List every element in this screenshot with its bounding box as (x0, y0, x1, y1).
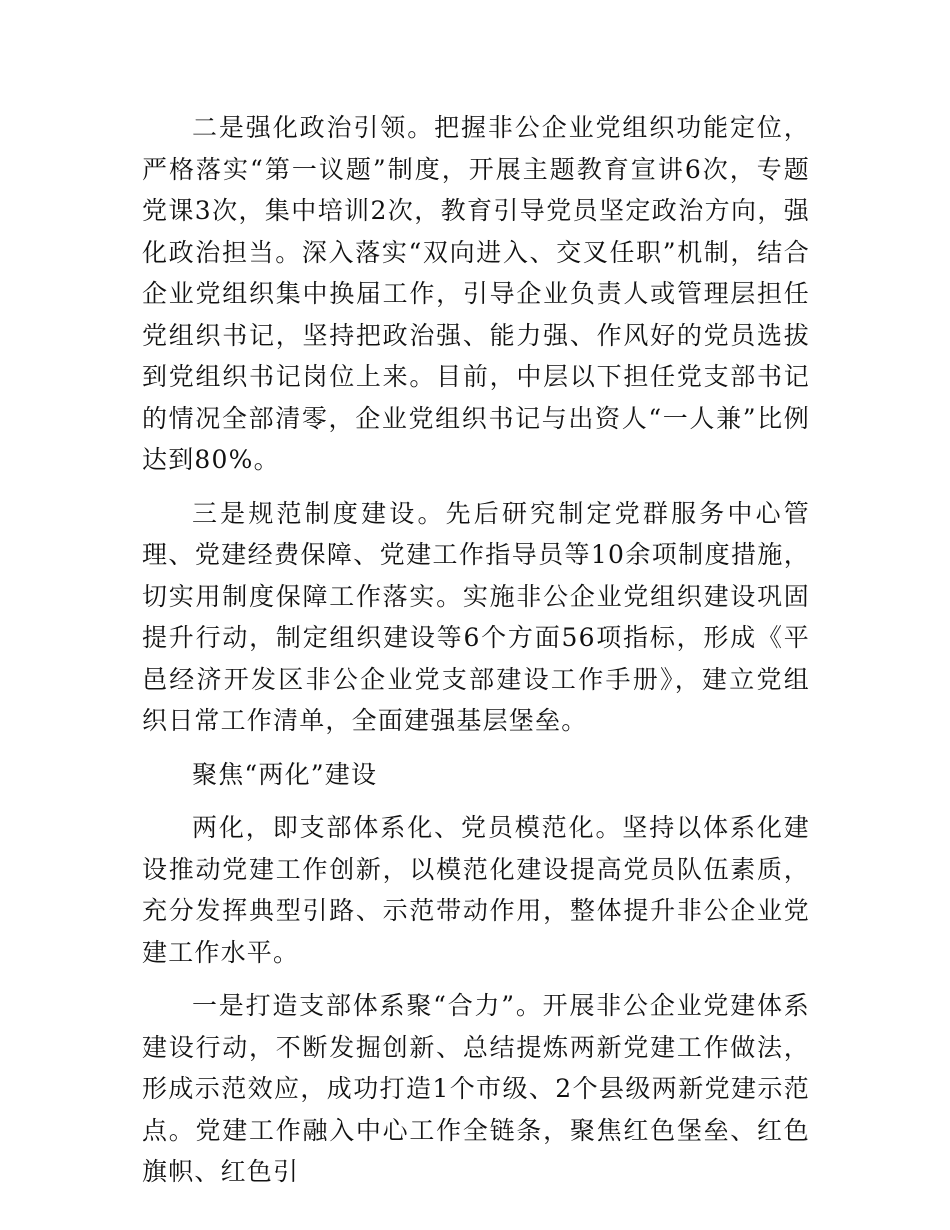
paragraph-branch-system: 一是打造支部体系聚“合力”。开展非公企业党建体系建设行动，不断发掘创新、总结提炼两新党建工作做法，形成示范效应，成功打造1个市级、2个县级两新党建示范点。党建工作融入中心工作全链条，聚焦红色堡垒、红色旗帜、红色引 (142, 991, 810, 1186)
paragraph-political-leadership: 二是强化政治引领。把握非公企业党组织功能定位，严格落实“第一议题”制度，开展主题教育宣讲6次，专题党课3次，集中培训2次，教育引导党员坚定政治方向，强化政治担当。深入落实“双向进入、交叉任职”机制，结合企业党组织集中换届工作，引导企业负责人或管理层担任党组织书记，坚持把政治强、能力强、作风好的党员选拔到党组织书记岗位上来。目前，中层以下担任党支部书记的情况全部清零，企业党组织书记与出资人“一人兼”比例达到80%。 (142, 113, 810, 474)
paragraph-two-modernizations-intro: 两化，即支部体系化、党员模范化。坚持以体系化建设推动党建工作创新，以模范化建设提高党员队伍素质，充分发挥典型引路、示范带动作用，整体提升非公企业党建工作水平。 (142, 813, 810, 967)
paragraph-system-building: 三是规范制度建设。先后研究制定党群服务中心管理、党建经费保障、党建工作指导员等10余项制度措施，切实用制度保障工作落实。实施非公企业党组织建设巩固提升行动，制定组织建设等6个方面56项指标，形成《平邑经济开发区非公企业党支部建设工作手册》，建立党组织日常工作清单，全面建强基层堡垒。 (142, 498, 810, 735)
section-heading-two-modernizations: 聚焦“两化”建设 (192, 759, 378, 789)
document-body (142, 107, 810, 1205)
